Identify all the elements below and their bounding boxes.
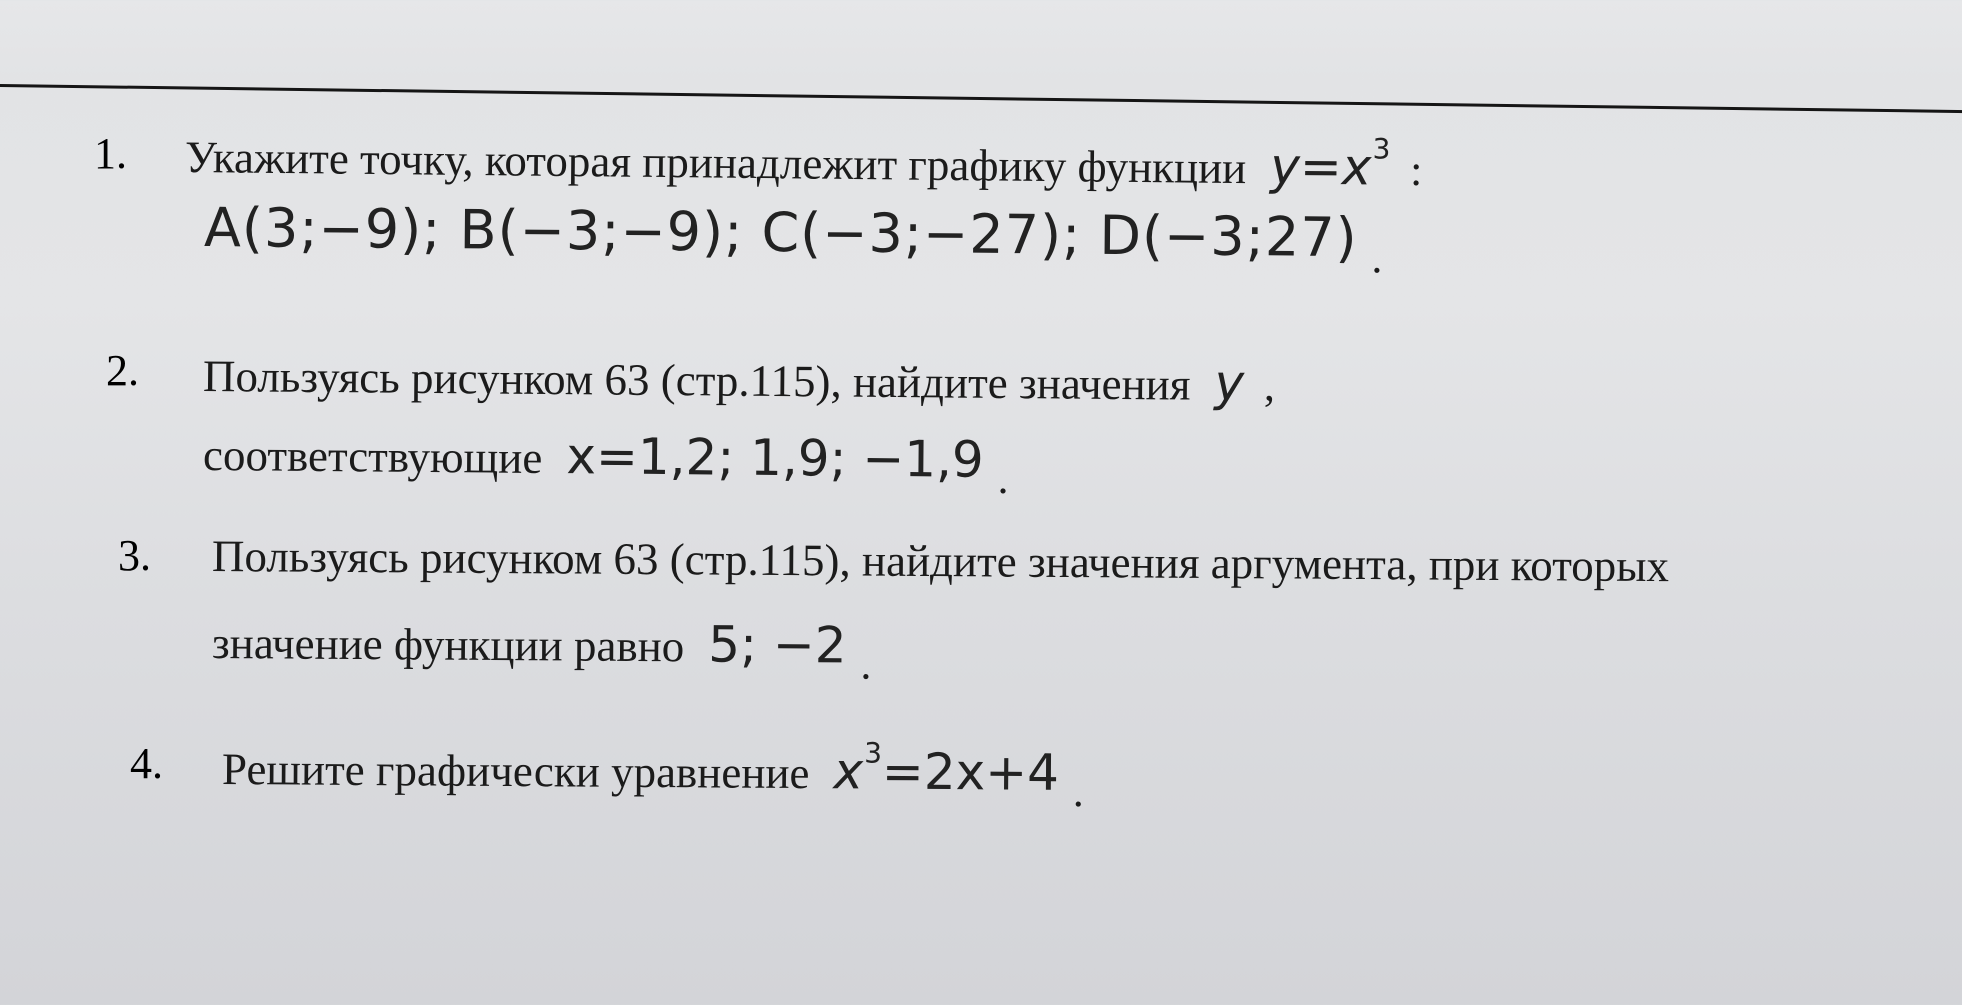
line-period: . bbox=[1072, 766, 1084, 817]
problem-text-line-2 bbox=[211, 612, 872, 689]
formula-rest: =2x+4 bbox=[881, 742, 1060, 802]
problem-number: 1. bbox=[94, 129, 127, 178]
formula-base: y=x bbox=[1270, 137, 1372, 197]
problem-text-line bbox=[185, 126, 1423, 197]
points-line bbox=[203, 196, 1383, 283]
horizontal-rule bbox=[0, 84, 1962, 113]
points-list: A(3;−9); B(−3;−9); C(−3;−27); D(−3;27) bbox=[203, 196, 1358, 270]
problem-number: 4. bbox=[130, 739, 163, 788]
equation-formula bbox=[833, 736, 1060, 802]
problem-text-line-2 bbox=[202, 424, 1009, 504]
problem-text-line bbox=[212, 530, 1669, 592]
line-period: . bbox=[1371, 233, 1383, 283]
formula-exponent: 3 bbox=[864, 736, 883, 770]
line-comma: , bbox=[1263, 361, 1276, 411]
problem-text-2: значение функции равно bbox=[211, 618, 685, 672]
function-values-formula: 5; −2 bbox=[708, 615, 847, 675]
problem-number: 2. bbox=[106, 346, 139, 395]
line-period: . bbox=[860, 639, 872, 689]
formula-exponent: 3 bbox=[1372, 132, 1391, 166]
problem-text: Решите графически уравнение bbox=[221, 744, 810, 799]
problem-text: Укажите точку, которая принадлежит графику функции bbox=[184, 132, 1247, 194]
problem-text: Пользуясь рисунком 63 (стр.115), найдите значения аргумента, при которых bbox=[211, 531, 1670, 592]
problem-text-2: соответствующие bbox=[202, 430, 543, 483]
problem-text-line bbox=[203, 345, 1276, 412]
x-values-formula: x=1,2; 1,9; −1,9 bbox=[566, 427, 985, 489]
function-formula bbox=[1270, 132, 1391, 197]
problem-number: 3. bbox=[118, 531, 151, 580]
line-period: . bbox=[997, 453, 1009, 504]
problem-text-line bbox=[221, 736, 1084, 817]
problem-text: Пользуясь рисунком 63 (стр.115), найдите значения bbox=[202, 351, 1191, 410]
variable-y: y bbox=[1214, 353, 1245, 413]
line-colon: : bbox=[1409, 145, 1423, 195]
formula-base: x bbox=[833, 742, 864, 801]
